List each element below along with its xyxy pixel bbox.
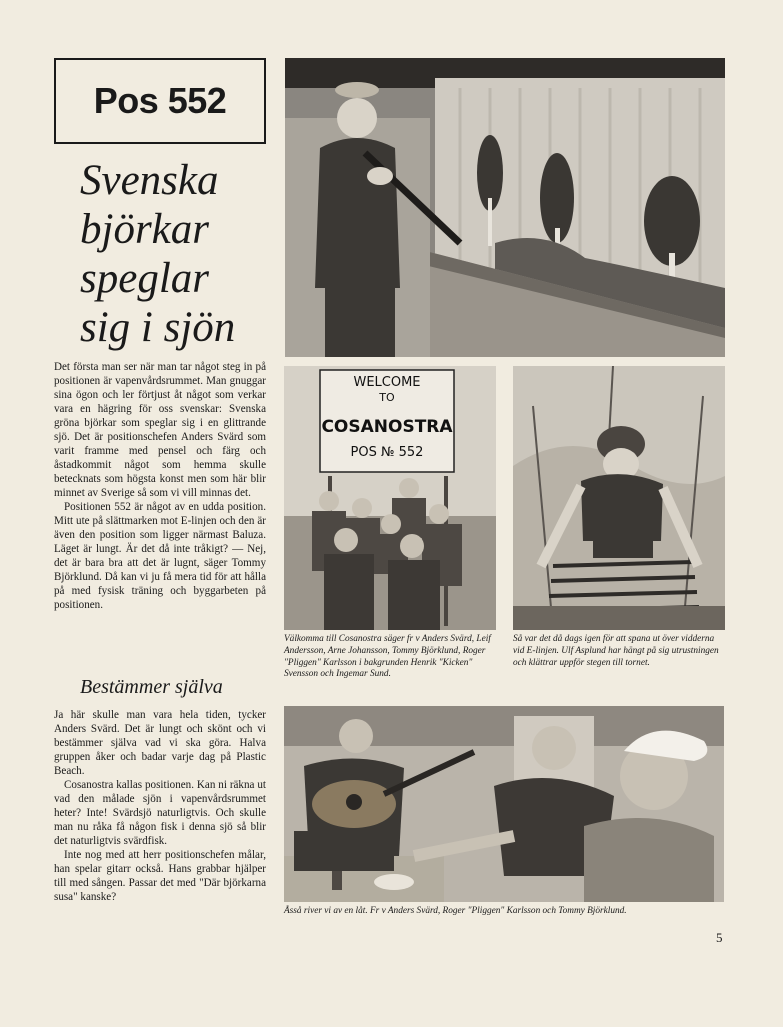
- caption-guitar: Åsså river vi av en låt. Fr v Anders Svärd, Roger "Pliggen" Karlsson och Tommy Björklund.: [284, 906, 627, 916]
- section-text: [54, 708, 266, 904]
- subheading: Bestämmer själva: [80, 676, 223, 698]
- photo-tower-climb: [513, 366, 725, 630]
- sign-cosanostra: COSANOSTRA: [321, 417, 453, 437]
- section-box: [54, 58, 266, 144]
- paragraph: Positionen 552 är något av en udda position. Mitt ute på slättmarken mot E-linjen och den är även den position som ligger närmast Baluza. Läget är lungt. Är det då inte tråkigt? — Nej, det är bara bra att det är lugnt, säger Tommy Björklund. Då kan vi ju få mera tid för att hålla på med fysisk träning och byggarbeten på positionen.: [54, 501, 266, 611]
- photo-guitar: [284, 706, 724, 902]
- headline-line: Svenska: [80, 157, 219, 204]
- page-number: 5: [716, 930, 723, 945]
- caption-welcome: Välkomma till Cosanostra säger fr v Anders Svärd, Leif Andersson, Arne Johansson, Tommy Björklund, Roger "Pliggen" Karlsson i bakgrunden Henrik "Kicken" Svensson och Ingemar Sund.: [284, 634, 491, 680]
- sign-to: TO: [379, 391, 395, 404]
- headline-line: björkar: [80, 206, 209, 253]
- photo-welcome-sign: [284, 366, 496, 630]
- intro-text: [54, 360, 266, 612]
- section-title: Pos 552: [93, 80, 227, 121]
- paragraph: Inte nog med att herr positionschefen målar, han spelar gitarr också. Hans grabbar hjälper till med sången. Passar det med "Där björkarna susa" kanske?: [54, 849, 266, 903]
- sign-pos: POS № 552: [350, 445, 424, 460]
- paragraph: Det första man ser när man tar något steg in på positionen är vapenvårdsrummet. Man gnuggar sina ögon och ler förtjust åt något som verkar vara en hägring för oss svenskar: Svenska gröna björkar som speglar sig i en glittrande sjö. Det är positionschefen Anders Svärd som varit framme med pensel och färg och åstadkommit något som hemma skulle betecknats som högsta konst men som här blir minnet av Sverige så som vi vill minnas det.: [54, 361, 266, 499]
- headline: [80, 156, 270, 352]
- headline-line: sig i sjön: [80, 304, 236, 351]
- paragraph: Ja här skulle man vara hela tiden, tycker Anders Svärd. Det är lungt och skönt och vi bestämmer själva vad vi ska göra. Halva gruppen åker och badar varje dag på Plastic Beach.: [54, 709, 266, 777]
- sign-welcome: WELCOME: [353, 375, 421, 390]
- headline-line: speglar: [80, 255, 209, 302]
- photo-mural-soldier: [285, 58, 725, 357]
- paragraph: Cosanostra kallas positionen. Kan ni räkna ut vad den målade sjön i vapenvårdsrummet heter? Inte! Svärdsjö naturligtvis. Och skulle man nu råka få någon fisk i denna sjö så blir det naturligtvis svärdfisk.: [54, 779, 266, 847]
- caption-tower: Så var det då dags igen för att spana ut över vidderna vid E-linjen. Ulf Asplund har hängt på sig utrustningen och klättrar uppför stegen till tornet.: [513, 634, 719, 668]
